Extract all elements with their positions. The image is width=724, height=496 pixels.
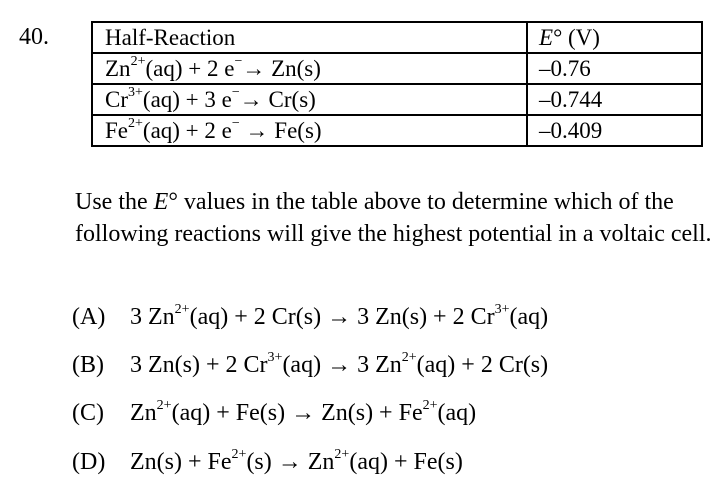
ion-charge: 3+ bbox=[128, 85, 143, 101]
choice-charge-1: 2+ bbox=[156, 398, 172, 413]
prompt-lead: Use the bbox=[75, 189, 154, 215]
header-potential bbox=[527, 22, 702, 53]
reaction-middle: (aq) + 2 e bbox=[142, 118, 232, 143]
reaction-middle: (aq) + 3 e bbox=[142, 87, 232, 112]
question-prompt bbox=[75, 186, 715, 250]
choice-c[interactable] bbox=[72, 398, 476, 428]
half-reaction-cell bbox=[92, 53, 527, 84]
table-row bbox=[92, 115, 702, 146]
choice-charge-2: 2+ bbox=[334, 447, 350, 462]
electron-charge: − bbox=[231, 85, 240, 101]
choice-d[interactable] bbox=[72, 447, 463, 477]
potential-cell: –0.409 bbox=[527, 115, 702, 146]
species: Zn bbox=[105, 56, 131, 81]
prompt-body: ° values in the table above to determine which of the following reactions will give the highest potential in a voltaic cell. bbox=[75, 189, 712, 247]
choice-text-2: (aq) → 3 Zn bbox=[282, 352, 402, 378]
choice-charge-1: 2+ bbox=[174, 302, 190, 317]
species: Cr bbox=[105, 87, 128, 112]
potential-unit: ° (V) bbox=[553, 25, 600, 50]
choice-text-3: (aq) + 2 Cr(s) bbox=[416, 352, 549, 378]
potential-cell: –0.744 bbox=[527, 84, 702, 115]
electron-charge: − bbox=[231, 116, 240, 132]
ion-charge: 2+ bbox=[128, 116, 143, 132]
table-row bbox=[92, 53, 702, 84]
choice-charge-1: 3+ bbox=[267, 350, 283, 365]
potential-symbol: E bbox=[539, 25, 554, 50]
choice-a[interactable] bbox=[72, 302, 548, 332]
table-row bbox=[92, 84, 702, 115]
half-reaction-table bbox=[91, 21, 703, 147]
choice-text-3: (aq) bbox=[509, 304, 549, 330]
choice-charge-2: 2+ bbox=[422, 398, 438, 413]
reaction-product: → Zn(s) bbox=[242, 56, 321, 81]
prompt-potential-symbol: E bbox=[153, 189, 169, 215]
choice-charge-2: 2+ bbox=[401, 350, 417, 365]
choice-charge-2: 3+ bbox=[494, 302, 510, 317]
choice-letter: (D) bbox=[72, 449, 106, 475]
potential-cell: –0.76 bbox=[527, 53, 702, 84]
choice-text-2: (aq) + 2 Cr(s) → 3 Zn(s) + 2 Cr bbox=[189, 304, 495, 330]
header-half-reaction: Half-Reaction bbox=[92, 22, 527, 53]
choice-charge-1: 2+ bbox=[231, 447, 247, 462]
choice-text-1: 3 Zn(s) + 2 Cr bbox=[130, 352, 268, 378]
table-header-row bbox=[92, 22, 702, 53]
choice-text-3: (aq) + Fe(s) bbox=[349, 449, 463, 475]
choice-text-1: 3 Zn bbox=[130, 304, 175, 330]
question-number: 40. bbox=[19, 24, 49, 50]
choice-text-2: (aq) + Fe(s) → Zn(s) + Fe bbox=[171, 400, 423, 426]
choice-text-1: Zn(s) + Fe bbox=[130, 449, 232, 475]
choice-letter: (A) bbox=[72, 304, 106, 330]
reaction-product: → Fe(s) bbox=[239, 118, 322, 143]
species: Fe bbox=[105, 118, 128, 143]
choice-text-2: (s) → Zn bbox=[246, 449, 335, 475]
choice-text-3: (aq) bbox=[437, 400, 477, 426]
choice-letter: (B) bbox=[72, 352, 104, 378]
choice-b[interactable] bbox=[72, 350, 548, 380]
reaction-product: → Cr(s) bbox=[239, 87, 316, 112]
choice-letter: (C) bbox=[72, 400, 104, 426]
electron-charge: − bbox=[234, 54, 243, 70]
ion-charge: 2+ bbox=[130, 54, 146, 70]
reaction-middle: (aq) + 2 e bbox=[145, 56, 235, 81]
choice-text-1: Zn bbox=[130, 400, 157, 426]
half-reaction-cell bbox=[92, 84, 527, 115]
half-reaction-cell bbox=[92, 115, 527, 146]
